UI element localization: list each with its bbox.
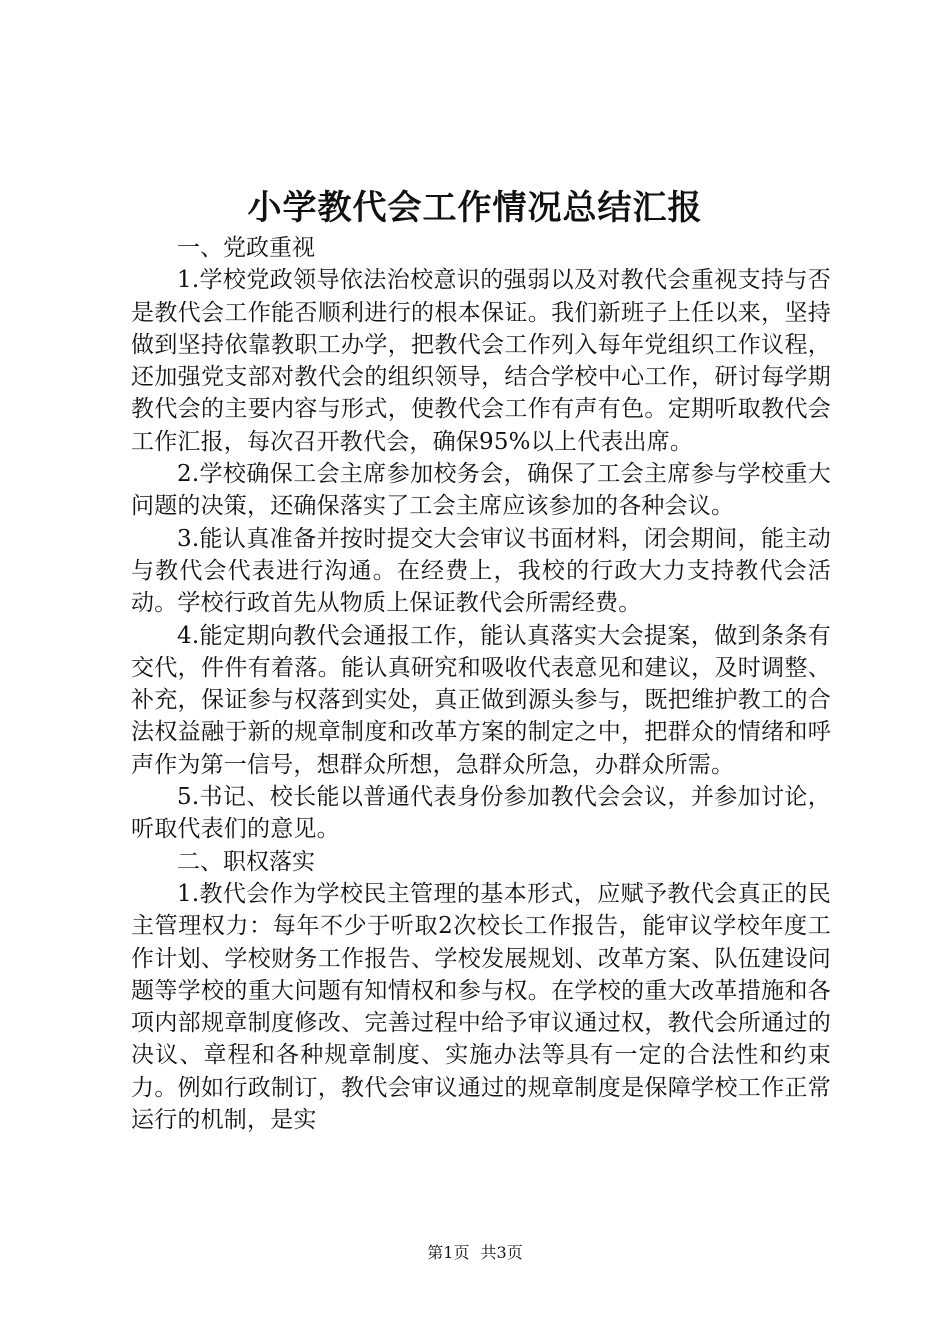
page-total: 共3页 [480, 1243, 523, 1262]
paragraph: 2.学校确保工会主席参加校务会，确保了工会主席参与学校重大问题的决策，还确保落实了工会主席应该参加的各种会议。 [131, 461, 831, 520]
document-title: 小学教代会工作情况总结汇报 [247, 188, 703, 228]
paragraph: 3.能认真准备并按时提交大会审议书面材料，闭会期间，能主动与教代会代表进行沟通。在经费上，我校的行政大力支持教代会活动。学校行政首先从物质上保证教代会所需经费。 [131, 525, 831, 617]
paragraph: 1.教代会作为学校民主管理的基本形式，应赋予教代会真正的民主管理权力：每年不少于听取2次校长工作报告，能审议学校年度工作计划、学校财务工作报告、学校发展规划、改革方案、队伍建设问题等学校的重大问题有知情权和参与权。在学校的重大改革措施和各项内部规章制度修改、完善过程中给予审议通过权，教代会所通过的决议、章程和各种规章制度、实施办法等具有一定的合法性和约束力。例如行政制订，教代会审议通过的规章制度是保障学校工作正常运行的机制，是实 [131, 880, 831, 1134]
paragraph: 5.书记、校长能以普通代表身份参加教代会会议，并参加讨论，听取代表们的意见。 [131, 784, 831, 843]
page-number: 第1页 [427, 1243, 470, 1262]
section-heading: 二、职权落实 [177, 848, 315, 875]
document-body [131, 232, 831, 1136]
section-heading: 一、党政重视 [177, 235, 315, 261]
page-footer [0, 1242, 950, 1264]
paragraph: 4.能定期向教代会通报工作，能认真落实大会提案，做到条条有交代，件件有着落。能认真研究和吸收代表意见和建议，及时调整、补充，保证参与权落到实处，真正做到源头参与，既把维护教工的合法权益融于新的规章制度和改革方案的制定之中，把群众的情绪和呼声作为第一信号，想群众所想，急群众所急，办群众所需。 [131, 622, 831, 778]
paragraph: 1.学校党政领导依法治校意识的强弱以及对教代会重视支持与否是教代会工作能否顺利进行的根本保证。我们新班子上任以来，坚持做到坚持依靠教职工办学，把教代会工作列入每年党组织工作议程，还加强党支部对教代会的组织领导，结合学校中心工作，研讨每学期教代会的主要内容与形式，使教代会工作有声有色。定期听取教代会工作汇报，每次召开教代会，确保95%以上代表出席。 [131, 267, 831, 455]
